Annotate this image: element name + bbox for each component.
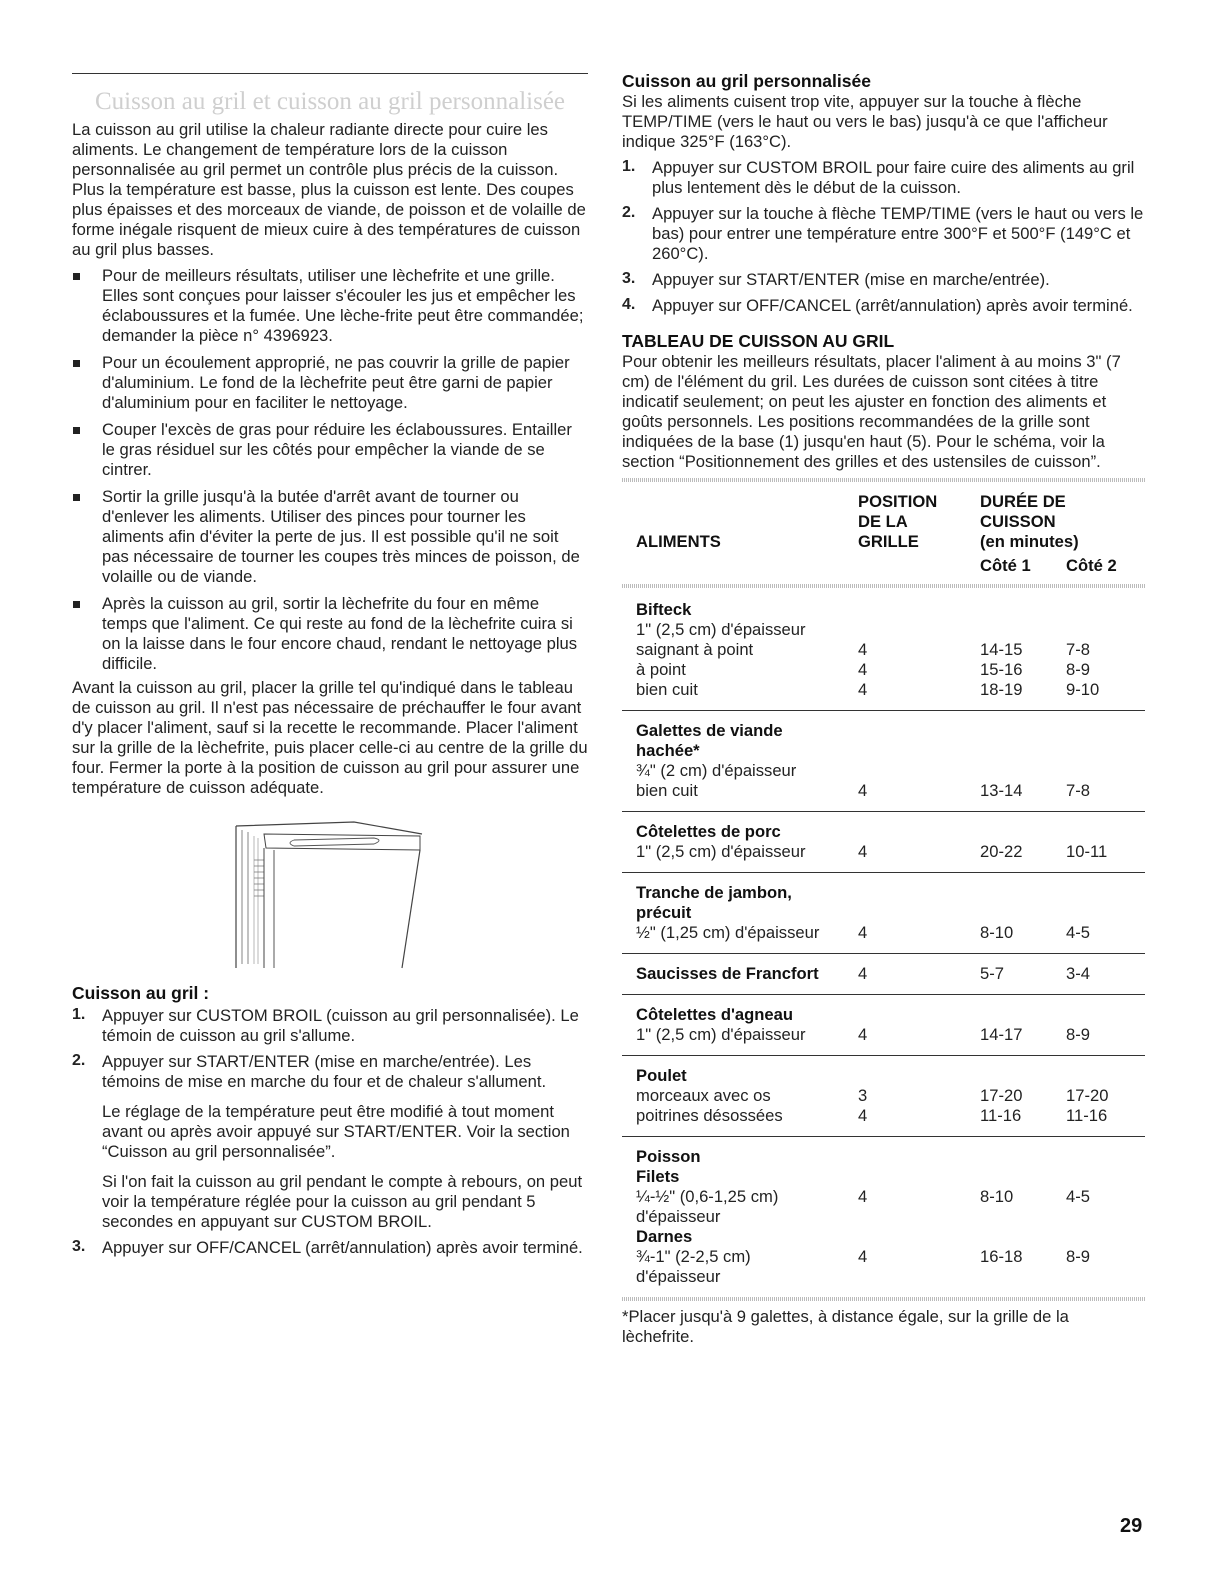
- group-rule: [622, 943, 1145, 964]
- custom-broil-intro: Si les aliments cuisent trop vite, appuyer sur la touche à flèche TEMP/TIME (vers le haut ou vers le bas) jusqu'à ce que l'afficheur indique 325°F (163°C).: [622, 92, 1108, 151]
- position-cell: [858, 761, 980, 781]
- side2-cell: 8-9: [1066, 660, 1090, 679]
- table-row: [622, 1147, 1145, 1167]
- position-cell: 4: [858, 1025, 868, 1044]
- table-row: [622, 1207, 1145, 1227]
- side1-cell: [980, 1147, 1066, 1167]
- step-text: Appuyer sur la touche à flèche TEMP/TIME (vers le haut ou vers le bas) pour entrer une température entre 300°F et 500°F (149°C et 260°C).: [652, 204, 1144, 263]
- side2-cell: [1066, 1267, 1145, 1287]
- table-row: [622, 680, 1145, 700]
- food-cell: à point: [636, 660, 686, 679]
- table-row: [622, 903, 1145, 923]
- col-side2-header: Côté 2: [1066, 556, 1117, 575]
- table-row: [622, 1187, 1145, 1207]
- broil-step: [72, 1006, 588, 1046]
- food-cell: 1" (2,5 cm) d'épaisseur: [636, 842, 806, 861]
- side2-cell: 7-8: [1066, 640, 1090, 659]
- side1-cell: 14-17: [980, 1025, 1023, 1044]
- step-text: Appuyer sur OFF/CANCEL (arrêt/annulation) après avoir terminé.: [102, 1238, 583, 1257]
- col-food-header: ALIMENTS: [636, 532, 721, 551]
- footnote: *Placer jusqu'à 9 galettes, à distance égale, sur la grille de la lèchefrite.: [622, 1307, 1069, 1346]
- table-row: [622, 822, 1145, 842]
- side2-cell: 11-16: [1066, 1106, 1108, 1125]
- oven-door-illustration: [234, 820, 424, 970]
- food-cell: Darnes: [636, 1227, 693, 1246]
- side2-cell: [1066, 620, 1145, 640]
- food-cell: morceaux avec os: [636, 1086, 771, 1105]
- side2-cell: [1066, 1167, 1145, 1187]
- header-rule: [622, 576, 1145, 600]
- bullet-square-icon: [73, 273, 80, 280]
- tips-list: [72, 266, 588, 674]
- food-cell: Poulet: [636, 1066, 687, 1085]
- position-cell: [858, 620, 980, 640]
- broil-steps-list: [72, 1006, 588, 1258]
- side1-cell: [980, 1066, 1066, 1086]
- step-number: 4.: [622, 296, 636, 313]
- position-cell: [858, 1147, 980, 1167]
- table-row: [622, 923, 1145, 943]
- side1-cell: 11-16: [980, 1106, 1022, 1125]
- side1-cell: [980, 1005, 1066, 1025]
- step-number: 1.: [72, 1006, 86, 1023]
- food-cell: d'épaisseur: [636, 1267, 721, 1286]
- side2-cell: [1066, 721, 1145, 741]
- step-text: Appuyer sur START/ENTER (mise en marche/entrée).: [652, 270, 1050, 289]
- tip-item: [72, 266, 588, 346]
- position-cell: 4: [858, 640, 868, 659]
- side1-cell: [980, 1267, 1066, 1287]
- intro-paragraph: La cuisson au gril utilise la chaleur radiante directe pour cuire les aliments. Le changement de température lors de la cuisson personnalisée au gril permet un contrôle plus précis de la cuisson. Plus la température est basse, plus la cuisson est lente. Des coupes plus épaisses et des morceaux de viande, de poisson et de volaille de forme inégale risquent de mieux cuire à des températures de cuisson au gril plus basses.: [72, 120, 586, 259]
- step-number: 3.: [622, 270, 636, 287]
- food-cell: ¼-½" (0,6-1,25 cm): [636, 1187, 779, 1206]
- col-time-line2: CUISSON: [980, 512, 1056, 531]
- table-row: [622, 761, 1145, 781]
- side2-cell: [1066, 1147, 1145, 1167]
- table-row: [622, 1167, 1145, 1187]
- top-rule: [72, 73, 588, 74]
- position-cell: 4: [858, 923, 868, 942]
- table-bottom-rule: [622, 1297, 1145, 1301]
- table-row: [622, 620, 1145, 640]
- step-text: Appuyer sur CUSTOM BROIL pour faire cuire des aliments au gril plus lentement dès le début de la cuisson.: [652, 158, 1135, 197]
- position-cell: [858, 903, 980, 923]
- side2-cell: 7-8: [1066, 781, 1090, 800]
- broil-chart-table: [622, 492, 1145, 1287]
- step-text: Appuyer sur START/ENTER (mise en marche/entrée). Les témoins de mise en marche du four et de chaleur s'allument.: [102, 1052, 547, 1091]
- position-cell: [858, 1267, 980, 1287]
- table-row: [622, 1025, 1145, 1045]
- col-side1-header: Côté 1: [980, 556, 1031, 575]
- table-row: [622, 883, 1145, 903]
- side1-cell: [980, 883, 1066, 903]
- custom-broil-heading: Cuisson au gril personnalisée: [622, 71, 871, 91]
- custom-step: [622, 296, 1145, 316]
- side2-cell: [1066, 883, 1145, 903]
- food-cell: d'épaisseur: [636, 1207, 721, 1226]
- bullet-square-icon: [73, 494, 80, 501]
- side2-cell: 3-4: [1066, 964, 1090, 983]
- before-broil-paragraph: Avant la cuisson au gril, placer la grille tel qu'indiqué dans le tableau de cuisson au gril. Il n'est pas nécessaire de préchauffer le four avant d'y placer l'aliment, sauf si la recette le recommande. Placer l'aliment sur la grille de la lèchefrite, puis placer celle-ci au centre de la grille du four. Fermer la porte à la position de cuisson au gril pour assurer une température de cuisson adéquate.: [72, 678, 588, 797]
- table-row: [622, 1247, 1145, 1267]
- tip-text: Pour un écoulement approprié, ne pas couvrir la grille de papier d'aluminium. Le fond de la lèchefrite peut être garni de papier d'aluminium pour en faciliter le nettoyage.: [102, 353, 570, 412]
- side2-cell: [1066, 1005, 1145, 1025]
- tip-text: Pour de meilleurs résultats, utiliser une lèchefrite et une grille. Elles sont conçues pour laisser s'écouler les jus et empêcher les éclaboussures et la fumée. Une lèche-frite peut être commandée; demander la pièce n° 4396923.: [102, 266, 584, 345]
- table-top-rule: [622, 478, 1145, 482]
- side2-cell: 8-9: [1066, 1247, 1090, 1266]
- side2-cell: 4-5: [1066, 1187, 1090, 1206]
- food-cell: Bifteck: [636, 600, 692, 619]
- side2-cell: [1066, 761, 1145, 781]
- table-row: [622, 1227, 1145, 1247]
- side1-cell: 14-15: [980, 640, 1023, 659]
- step-text: Le réglage de la température peut être modifié à tout moment avant ou après avoir appuyé sur START/ENTER. Voir la section “Cuisson au gril personnalisée”.: [102, 1102, 570, 1161]
- side2-cell: 10-11: [1066, 842, 1108, 861]
- food-cell: Côtelettes d'agneau: [636, 1005, 794, 1024]
- food-cell: bien cuit: [636, 680, 698, 699]
- position-cell: 3: [858, 1086, 868, 1105]
- group-rule: [622, 801, 1145, 822]
- group-rule: [622, 1126, 1145, 1147]
- food-cell: Tranche de jambon,: [636, 883, 792, 902]
- section-title: Cuisson au gril et cuisson au gril personnalisée: [94, 88, 566, 115]
- step-number: 1.: [622, 158, 636, 175]
- side2-cell: [1066, 1227, 1145, 1247]
- side1-cell: [980, 903, 1066, 923]
- side1-cell: [980, 620, 1066, 640]
- table-row: [622, 721, 1145, 741]
- group-rule: [622, 1045, 1145, 1066]
- side1-cell: [980, 600, 1066, 620]
- position-cell: [858, 1005, 980, 1025]
- tip-text: Sortir la grille jusqu'à la butée d'arrêt avant de tourner ou d'enlever les aliments. Utiliser des pinces pour tourner les aliments afin d'éviter la perte de jus. Il est possible qu'il ne soit pas nécessaire de tourner les coupes très minces de poisson, de volaille ou de viande.: [102, 487, 580, 586]
- tip-item: [72, 420, 588, 480]
- side1-cell: 13-14: [980, 781, 1023, 800]
- position-cell: [858, 721, 980, 741]
- table-row: [622, 781, 1145, 801]
- position-cell: 4: [858, 1106, 868, 1125]
- food-cell: Côtelettes de porc: [636, 822, 781, 841]
- position-cell: [858, 822, 980, 842]
- food-cell: Saucisses de Francfort: [636, 964, 819, 983]
- step-text: Appuyer sur CUSTOM BROIL (cuisson au gril personnalisée). Le témoin de cuisson au gril s'allume.: [102, 1006, 579, 1045]
- side2-cell: [1066, 1207, 1145, 1227]
- side1-cell: 17-20: [980, 1086, 1023, 1105]
- side2-cell: 9-10: [1066, 680, 1100, 699]
- food-cell: Filets: [636, 1167, 680, 1186]
- col-time-line3: (en minutes): [980, 532, 1079, 551]
- table-row: [622, 1106, 1145, 1126]
- custom-steps-list: [622, 158, 1145, 316]
- food-cell: poitrines désossées: [636, 1106, 783, 1125]
- step-number: 2.: [72, 1052, 86, 1069]
- position-cell: 4: [858, 1187, 868, 1206]
- side1-cell: 8-10: [980, 923, 1014, 942]
- position-cell: 4: [858, 660, 868, 679]
- table-row: [622, 1086, 1145, 1106]
- position-cell: [858, 1167, 980, 1187]
- side1-cell: [980, 1167, 1066, 1187]
- food-cell: bien cuit: [636, 781, 698, 800]
- side2-cell: 17-20: [1066, 1086, 1109, 1105]
- group-rule: [622, 984, 1145, 1005]
- side2-cell: [1066, 600, 1145, 620]
- side1-cell: [980, 1227, 1066, 1247]
- table-row: [622, 600, 1145, 620]
- col-time-line1: DURÉE DE: [980, 492, 1066, 511]
- custom-step: [622, 270, 1145, 290]
- side2-cell: [1066, 903, 1145, 923]
- food-cell: 1" (2,5 cm) d'épaisseur: [636, 1025, 806, 1044]
- broil-step: [72, 1238, 588, 1258]
- side2-cell: 8-9: [1066, 1025, 1090, 1044]
- tip-item: [72, 594, 588, 674]
- position-cell: 4: [858, 781, 868, 800]
- position-cell: [858, 741, 980, 761]
- tip-text: Couper l'excès de gras pour réduire les éclaboussures. Entailler le gras résiduel sur les côtés pour empêcher la viande de se cintrer.: [102, 420, 572, 479]
- side2-cell: 4-5: [1066, 923, 1090, 942]
- step-number: 2.: [622, 204, 636, 221]
- side2-cell: [1066, 822, 1145, 842]
- side1-cell: 20-22: [980, 842, 1023, 861]
- position-cell: 4: [858, 964, 868, 983]
- broil-step: [72, 1052, 588, 1232]
- side2-cell: [1066, 741, 1145, 761]
- step-text: Appuyer sur OFF/CANCEL (arrêt/annulation) après avoir terminé.: [652, 296, 1133, 315]
- table-row: [622, 964, 1145, 984]
- tip-text: Après la cuisson au gril, sortir la lèchefrite du four en même temps que l'aliment. Ce qui reste au fond de la lèchefrite cuira si on la laisse dans le four encore chaud, rendant le nettoyage plus difficile.: [102, 594, 578, 673]
- bullet-square-icon: [73, 360, 80, 367]
- position-cell: [858, 1227, 980, 1247]
- side1-cell: 15-16: [980, 660, 1023, 679]
- food-cell: ¾" (2 cm) d'épaisseur: [636, 761, 797, 780]
- tip-item: [72, 487, 588, 587]
- position-cell: 4: [858, 1247, 868, 1266]
- food-cell: hachée*: [636, 741, 700, 760]
- food-cell: ½" (1,25 cm) d'épaisseur: [636, 923, 820, 942]
- col-position-line3: GRILLE: [858, 532, 919, 551]
- table-row: [622, 660, 1145, 680]
- position-cell: 4: [858, 680, 868, 699]
- side1-cell: [980, 1207, 1066, 1227]
- side2-cell: [1066, 1066, 1145, 1086]
- food-cell: Poisson: [636, 1147, 701, 1166]
- side1-cell: [980, 761, 1066, 781]
- food-cell: Galettes de viande: [636, 721, 783, 740]
- side1-cell: 5-7: [980, 964, 1004, 983]
- food-cell: ¾-1" (2-2,5 cm): [636, 1247, 751, 1266]
- food-cell: précuit: [636, 903, 692, 922]
- position-cell: 4: [858, 842, 868, 861]
- position-cell: [858, 883, 980, 903]
- table-row: [622, 741, 1145, 761]
- group-rule: [622, 700, 1145, 721]
- position-cell: [858, 1207, 980, 1227]
- tip-item: [72, 353, 588, 413]
- table-row: [622, 1267, 1145, 1287]
- table-row: [622, 1005, 1145, 1025]
- side1-cell: 16-18: [980, 1247, 1023, 1266]
- table-intro: Pour obtenir les meilleurs résultats, placer l'aliment à au moins 3" (7 cm) de l'élément du gril. Les durées de cuisson sont citées à titre indicatif seulement; on peut les ajuster en fonction des aliments et goûts personnels. Les positions recommandées de la grille sont indiquées de la base (1) jusqu'en haut (5). Pour le schéma, voir la section “Positionnement des grilles et des ustensiles de cuisson”.: [622, 352, 1121, 471]
- table-row: [622, 1066, 1145, 1086]
- col-position-line1: POSITION: [858, 492, 938, 511]
- side1-cell: 8-10: [980, 1187, 1014, 1206]
- step-number: 3.: [72, 1238, 86, 1255]
- custom-step: [622, 158, 1145, 198]
- table-row: [622, 640, 1145, 660]
- food-cell: saignant à point: [636, 640, 754, 659]
- position-cell: [858, 600, 980, 620]
- side1-cell: [980, 822, 1066, 842]
- side1-cell: 18-19: [980, 680, 1023, 699]
- step-text: Si l'on fait la cuisson au gril pendant le compte à rebours, on peut voir la température réglée pour la cuisson au gril pendant 5 secondes en appuyant sur CUSTOM BROIL.: [102, 1172, 583, 1231]
- table-row: [622, 842, 1145, 862]
- bullet-square-icon: [73, 427, 80, 434]
- side1-cell: [980, 721, 1066, 741]
- side1-cell: [980, 741, 1066, 761]
- food-cell: 1" (2,5 cm) d'épaisseur: [636, 620, 806, 639]
- custom-step: [622, 204, 1145, 264]
- position-cell: [858, 1066, 980, 1086]
- col-position-line2: DE LA: [858, 512, 908, 531]
- group-rule: [622, 862, 1145, 883]
- page-number: 29: [1120, 1515, 1143, 1537]
- oven-door-drawing: [234, 820, 424, 970]
- bullet-square-icon: [73, 601, 80, 608]
- broil-heading: Cuisson au gril :: [72, 983, 210, 1003]
- table-heading: TABLEAU DE CUISSON AU GRIL: [622, 331, 895, 351]
